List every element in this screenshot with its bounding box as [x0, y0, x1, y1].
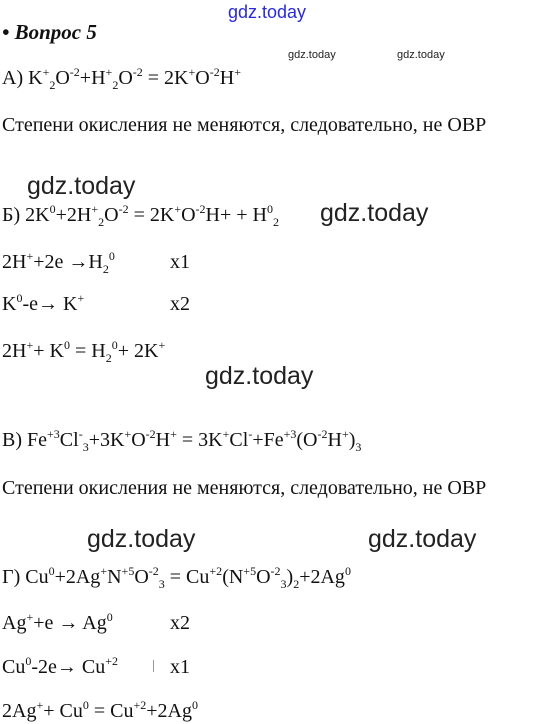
eq-part: Cu — [25, 566, 49, 588]
eq-part: = 2K — [142, 67, 189, 89]
eq-charge: -2 — [132, 65, 143, 79]
eq-index: 2 — [112, 78, 119, 92]
label-a: А) — [2, 67, 29, 89]
eq-charge: 0 — [344, 564, 351, 578]
eq-part: +Fe — [252, 429, 284, 451]
watermark-large-2: gdz.today — [320, 199, 429, 227]
eq-part: Cl — [59, 429, 79, 451]
eq-charge: -2 — [195, 202, 206, 216]
eq-charge: - — [78, 427, 83, 441]
eq-index: 2 — [293, 577, 300, 591]
eq-charge: -2 — [118, 202, 129, 216]
coefficient-g2: x1 — [170, 656, 190, 678]
eq-charge: +5 — [121, 564, 135, 578]
eq-charge: + — [42, 65, 50, 79]
eq-part: = H — [69, 340, 106, 362]
eq-charge: +3 — [47, 427, 60, 441]
eq-charge: + — [91, 202, 99, 216]
eq-charge: + — [234, 65, 241, 79]
eq-charge: 0 — [108, 249, 115, 263]
note-a: Степени окисления не меняются, следовательно, не ОВР — [2, 114, 487, 136]
eq-part: + Cu — [43, 700, 83, 722]
eq-part: +3K — [88, 429, 125, 451]
eq-part: +e → Ag — [33, 612, 107, 634]
eq-part: Cl — [229, 429, 249, 451]
label-g: Г) — [2, 566, 26, 588]
eq-charge: +5 — [243, 564, 257, 578]
eq-part: ) — [286, 566, 294, 588]
eq-part: Ag — [2, 612, 27, 634]
watermark-large-5: gdz.today — [368, 525, 477, 553]
coefficient-b2: x2 — [170, 293, 190, 315]
eq-part: (N — [222, 566, 244, 588]
eq-part: 2Ag — [2, 700, 37, 722]
watermark-large-3: gdz.today — [205, 362, 314, 390]
eq-charge: 0 — [111, 338, 118, 352]
heading-text: Вопрос 5 — [14, 20, 97, 44]
eq-charge: + — [26, 338, 34, 352]
eq-part: -2e→ Cu — [31, 656, 106, 678]
question-heading — [2, 22, 97, 43]
eq-part: Cu — [2, 656, 26, 678]
eq-charge: 0 — [82, 698, 89, 712]
eq-charge: +3 — [283, 427, 297, 441]
eq-charge: + — [124, 427, 132, 441]
eq-charge: -2 — [209, 65, 220, 79]
eq-index: 3 — [355, 440, 362, 454]
half-reaction-g2 — [2, 654, 119, 678]
eq-part: 2K — [25, 204, 50, 226]
eq-part: ) — [348, 429, 356, 451]
label-v: В) — [2, 429, 27, 451]
eq-part: = 2K — [128, 204, 175, 226]
eq-part: + K — [33, 340, 64, 362]
eq-part: +2Ag — [146, 700, 192, 722]
eq-part: +2Ag — [299, 566, 345, 588]
eq-part: K — [2, 293, 17, 315]
sum-b — [2, 338, 166, 365]
eq-index: 3 — [280, 577, 287, 591]
watermark-small-2: gdz.today — [397, 49, 445, 61]
eq-charge: -2 — [148, 564, 159, 578]
eq-charge: 0 — [25, 654, 32, 668]
scan-mark — [153, 660, 154, 672]
eq-part: K — [28, 67, 43, 89]
eq-part: 2H — [2, 251, 27, 273]
watermark-top: gdz.today — [228, 2, 307, 22]
eq-part: O — [104, 204, 119, 226]
eq-charge: + — [26, 610, 34, 624]
eq-index: 2 — [105, 351, 112, 365]
eq-part: O — [256, 566, 271, 588]
watermark-small-1: gdz.today — [288, 49, 336, 61]
eq-part: +2e →H — [33, 251, 103, 273]
eq-charge: + — [158, 338, 166, 352]
eq-charge: + — [36, 698, 44, 712]
label-b: Б) — [2, 204, 26, 226]
eq-charge: + — [77, 291, 85, 305]
eq-part: = Cu — [164, 566, 210, 588]
eq-charge: 0 — [63, 338, 70, 352]
eq-index: 2 — [273, 215, 279, 229]
eq-part: O — [118, 67, 133, 89]
eq-index: 2 — [49, 78, 56, 92]
eq-index: 2 — [102, 262, 109, 276]
eq-charge: + — [170, 427, 177, 441]
eq-charge: -2 — [270, 564, 281, 578]
eq-charge: + — [100, 564, 108, 578]
eq-part: +H — [79, 67, 106, 89]
eq-part: (O — [296, 429, 318, 451]
eq-part: +2Ag — [54, 566, 101, 588]
eq-part: O — [131, 429, 146, 451]
eq-charge: + — [26, 249, 34, 263]
equation-v — [2, 427, 362, 454]
sum-g — [2, 698, 198, 722]
eq-charge: 0 — [267, 202, 273, 216]
eq-charge: + — [222, 427, 230, 441]
half-reaction-b1 — [2, 249, 115, 276]
eq-part: H — [219, 67, 235, 89]
watermark-large-4: gdz.today — [87, 525, 196, 553]
eq-part: = 3K — [176, 429, 223, 451]
eq-charge: 0 — [192, 698, 198, 712]
equation-b — [2, 202, 279, 229]
eq-part: N — [107, 566, 122, 588]
eq-part: -e→ K — [22, 293, 78, 315]
eq-charge: + — [188, 65, 196, 79]
half-reaction-b2 — [2, 291, 85, 315]
eq-charge: -2 — [145, 427, 156, 441]
note-v: Степени окисления не меняются, следовательно, не ОВР — [2, 477, 487, 499]
equation-a — [2, 65, 241, 92]
coefficient-g1: x2 — [170, 612, 190, 634]
half-reaction-g1 — [2, 610, 113, 634]
eq-index: 3 — [82, 440, 89, 454]
eq-part: + 2K — [117, 340, 159, 362]
heading-bullet: • — [2, 20, 10, 44]
eq-part: +2H — [55, 204, 92, 226]
eq-part: H — [327, 429, 342, 451]
eq-part: O — [195, 67, 210, 89]
eq-part: = Cu — [88, 700, 134, 722]
eq-part: H — [155, 429, 171, 451]
eq-charge: -2 — [317, 427, 328, 441]
eq-charge: + — [341, 427, 349, 441]
eq-charge: + — [174, 202, 182, 216]
eq-charge: +2 — [209, 564, 223, 578]
equation-g — [2, 564, 351, 591]
eq-index: 3 — [158, 577, 165, 591]
eq-charge: 0 — [106, 610, 113, 624]
eq-part: O — [181, 204, 196, 226]
eq-charge: 0 — [49, 202, 56, 216]
eq-charge: +2 — [133, 698, 147, 712]
coefficient-b1: x1 — [170, 251, 190, 273]
eq-charge: 0 — [48, 564, 55, 578]
eq-index: 2 — [98, 215, 105, 229]
eq-part: 2H — [2, 340, 27, 362]
eq-charge: 0 — [16, 291, 23, 305]
eq-charge: -2 — [69, 65, 80, 79]
watermark-large-1: gdz.today — [27, 172, 136, 200]
eq-charge: +2 — [105, 654, 119, 668]
eq-charge: - — [248, 427, 253, 441]
eq-part: H+ + H — [205, 204, 267, 226]
eq-part: O — [55, 67, 70, 89]
eq-charge: + — [105, 65, 113, 79]
eq-part: Fe — [27, 429, 47, 451]
eq-part: O — [134, 566, 149, 588]
